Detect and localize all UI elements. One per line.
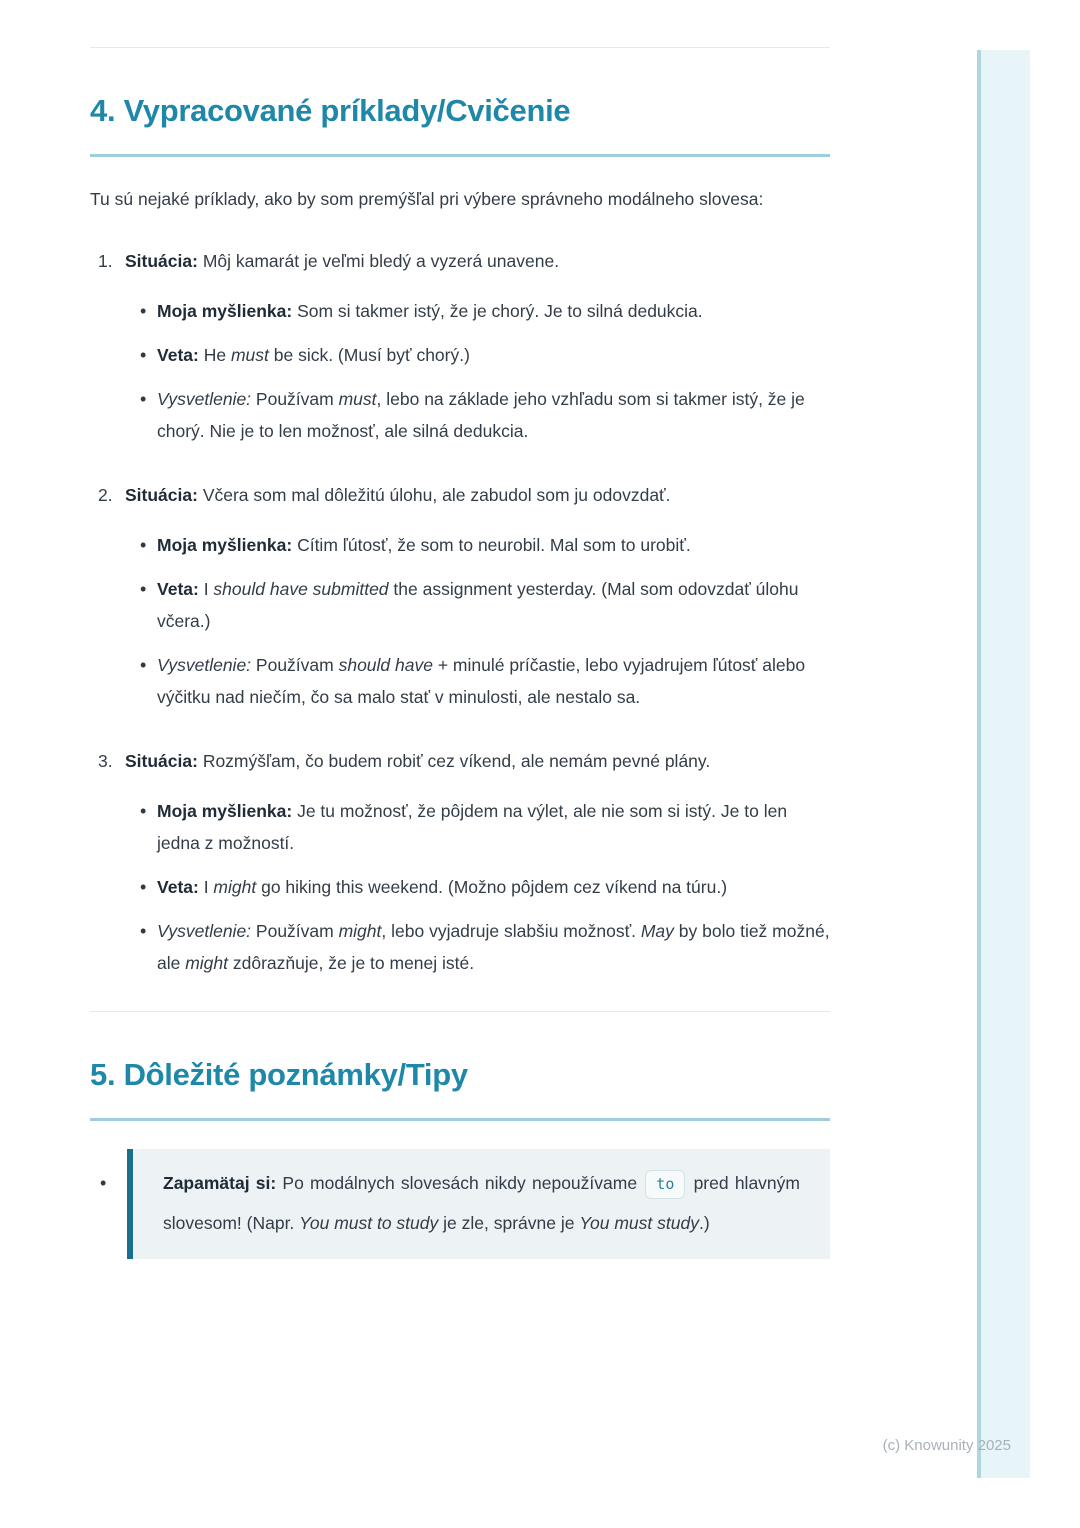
detail-item — [125, 871, 830, 903]
example-item — [90, 745, 830, 979]
item-number: 3. — [98, 751, 113, 771]
item-number: 2. — [98, 485, 113, 505]
detail-item — [125, 649, 830, 713]
example-details-list — [125, 529, 830, 713]
detail-item — [125, 529, 830, 561]
page-break-divider-top — [90, 47, 830, 48]
detail-text: Moja myšlienka: Som si takmer istý, že je chorý. Je to silná dedukcia. — [157, 301, 703, 321]
detail-item — [125, 295, 830, 327]
bullet-icon: • — [140, 301, 147, 321]
examples-list — [90, 245, 830, 979]
bullet-icon: • — [140, 921, 147, 941]
bullet-icon: • — [140, 655, 147, 675]
page-content — [90, 0, 830, 1259]
tips-list — [90, 1149, 830, 1259]
situation-text: Situácia: Včera som mal dôležitú úlohu, ale zabudol som ju odovzdať. — [125, 485, 671, 505]
detail-item — [125, 915, 830, 979]
heading-rule — [90, 1118, 830, 1121]
detail-text: Vysvetlenie: Používam might, lebo vyjadruje slabšiu možnosť. May by bolo tiež možné, ale might zdôrazňuje, že je to menej isté. — [157, 921, 830, 973]
copyright-note: (c) Knowunity 2025 — [882, 1437, 1011, 1454]
detail-text: Veta: I should have submitted the assignment yesterday. (Mal som odovzdať úlohu včera.) — [157, 579, 799, 631]
situation-text: Situácia: Môj kamarát je veľmi bledý a vyzerá unavene. — [125, 251, 560, 271]
detail-text: Moja myšlienka: Je tu možnosť, že pôjdem na výlet, ale nie som si istý. Je to len jedna z možností. — [157, 801, 788, 853]
tip-callout: Zapamätaj si: Po modálnych slovesách nikdy nepoužívame to pred hlavným slovesom! (Napr. You must to study je zle, správne je You must study.) — [127, 1149, 830, 1259]
bullet-icon: • — [140, 877, 147, 897]
example-item — [90, 245, 830, 447]
detail-item — [125, 383, 830, 447]
intro-paragraph: Tu sú nejaké príklady, ako by som premýšľal pri výbere správneho modálneho slovesa: — [90, 189, 764, 209]
detail-item — [125, 339, 830, 371]
inline-code-chip: to — [645, 1170, 685, 1199]
detail-text: Moja myšlienka: Cítim ľútosť, že som to neurobil. Mal som to urobiť. — [157, 535, 691, 555]
example-details-list — [125, 795, 830, 979]
detail-text: Veta: He must be sick. (Musí byť chorý.) — [157, 345, 470, 365]
tip-item — [90, 1149, 830, 1259]
situation-text: Situácia: Rozmýšľam, čo budem robiť cez víkend, ale nemám pevné plány. — [125, 751, 711, 771]
bullet-icon: • — [140, 535, 147, 555]
detail-text: Vysvetlenie: Používam must, lebo na základe jeho vzhľadu som si takmer istý, že je chorý. Nie je to len možnosť, ale silná dedukcia. — [157, 389, 805, 441]
example-details-list — [125, 295, 830, 447]
heading-rule — [90, 154, 830, 157]
detail-text: Veta: I might go hiking this weekend. (Možno pôjdem cez víkend na túru.) — [157, 877, 728, 897]
detail-text: Vysvetlenie: Používam should have + minulé príčastie, lebo vyjadrujem ľútosť alebo výčitku nad niečím, čo sa malo stať v minulosti, ale nestalo sa. — [157, 655, 806, 707]
bullet-icon: • — [140, 579, 147, 599]
bullet-icon: • — [100, 1173, 107, 1193]
detail-item — [125, 573, 830, 637]
bullet-icon: • — [140, 389, 147, 409]
page-edge-stripe — [977, 50, 1030, 1478]
section-divider — [90, 1011, 830, 1012]
detail-item — [125, 795, 830, 859]
section-5-title: 5. Dôležité poznámky/Tipy — [90, 1057, 468, 1092]
bullet-icon: • — [140, 345, 147, 365]
section-4-title: 4. Vypracované príklady/Cvičenie — [90, 93, 571, 128]
section-notes-tips — [90, 1056, 830, 1259]
bullet-icon: • — [140, 801, 147, 821]
section-worked-examples — [90, 92, 830, 979]
item-number: 1. — [98, 251, 113, 271]
example-item — [90, 479, 830, 713]
